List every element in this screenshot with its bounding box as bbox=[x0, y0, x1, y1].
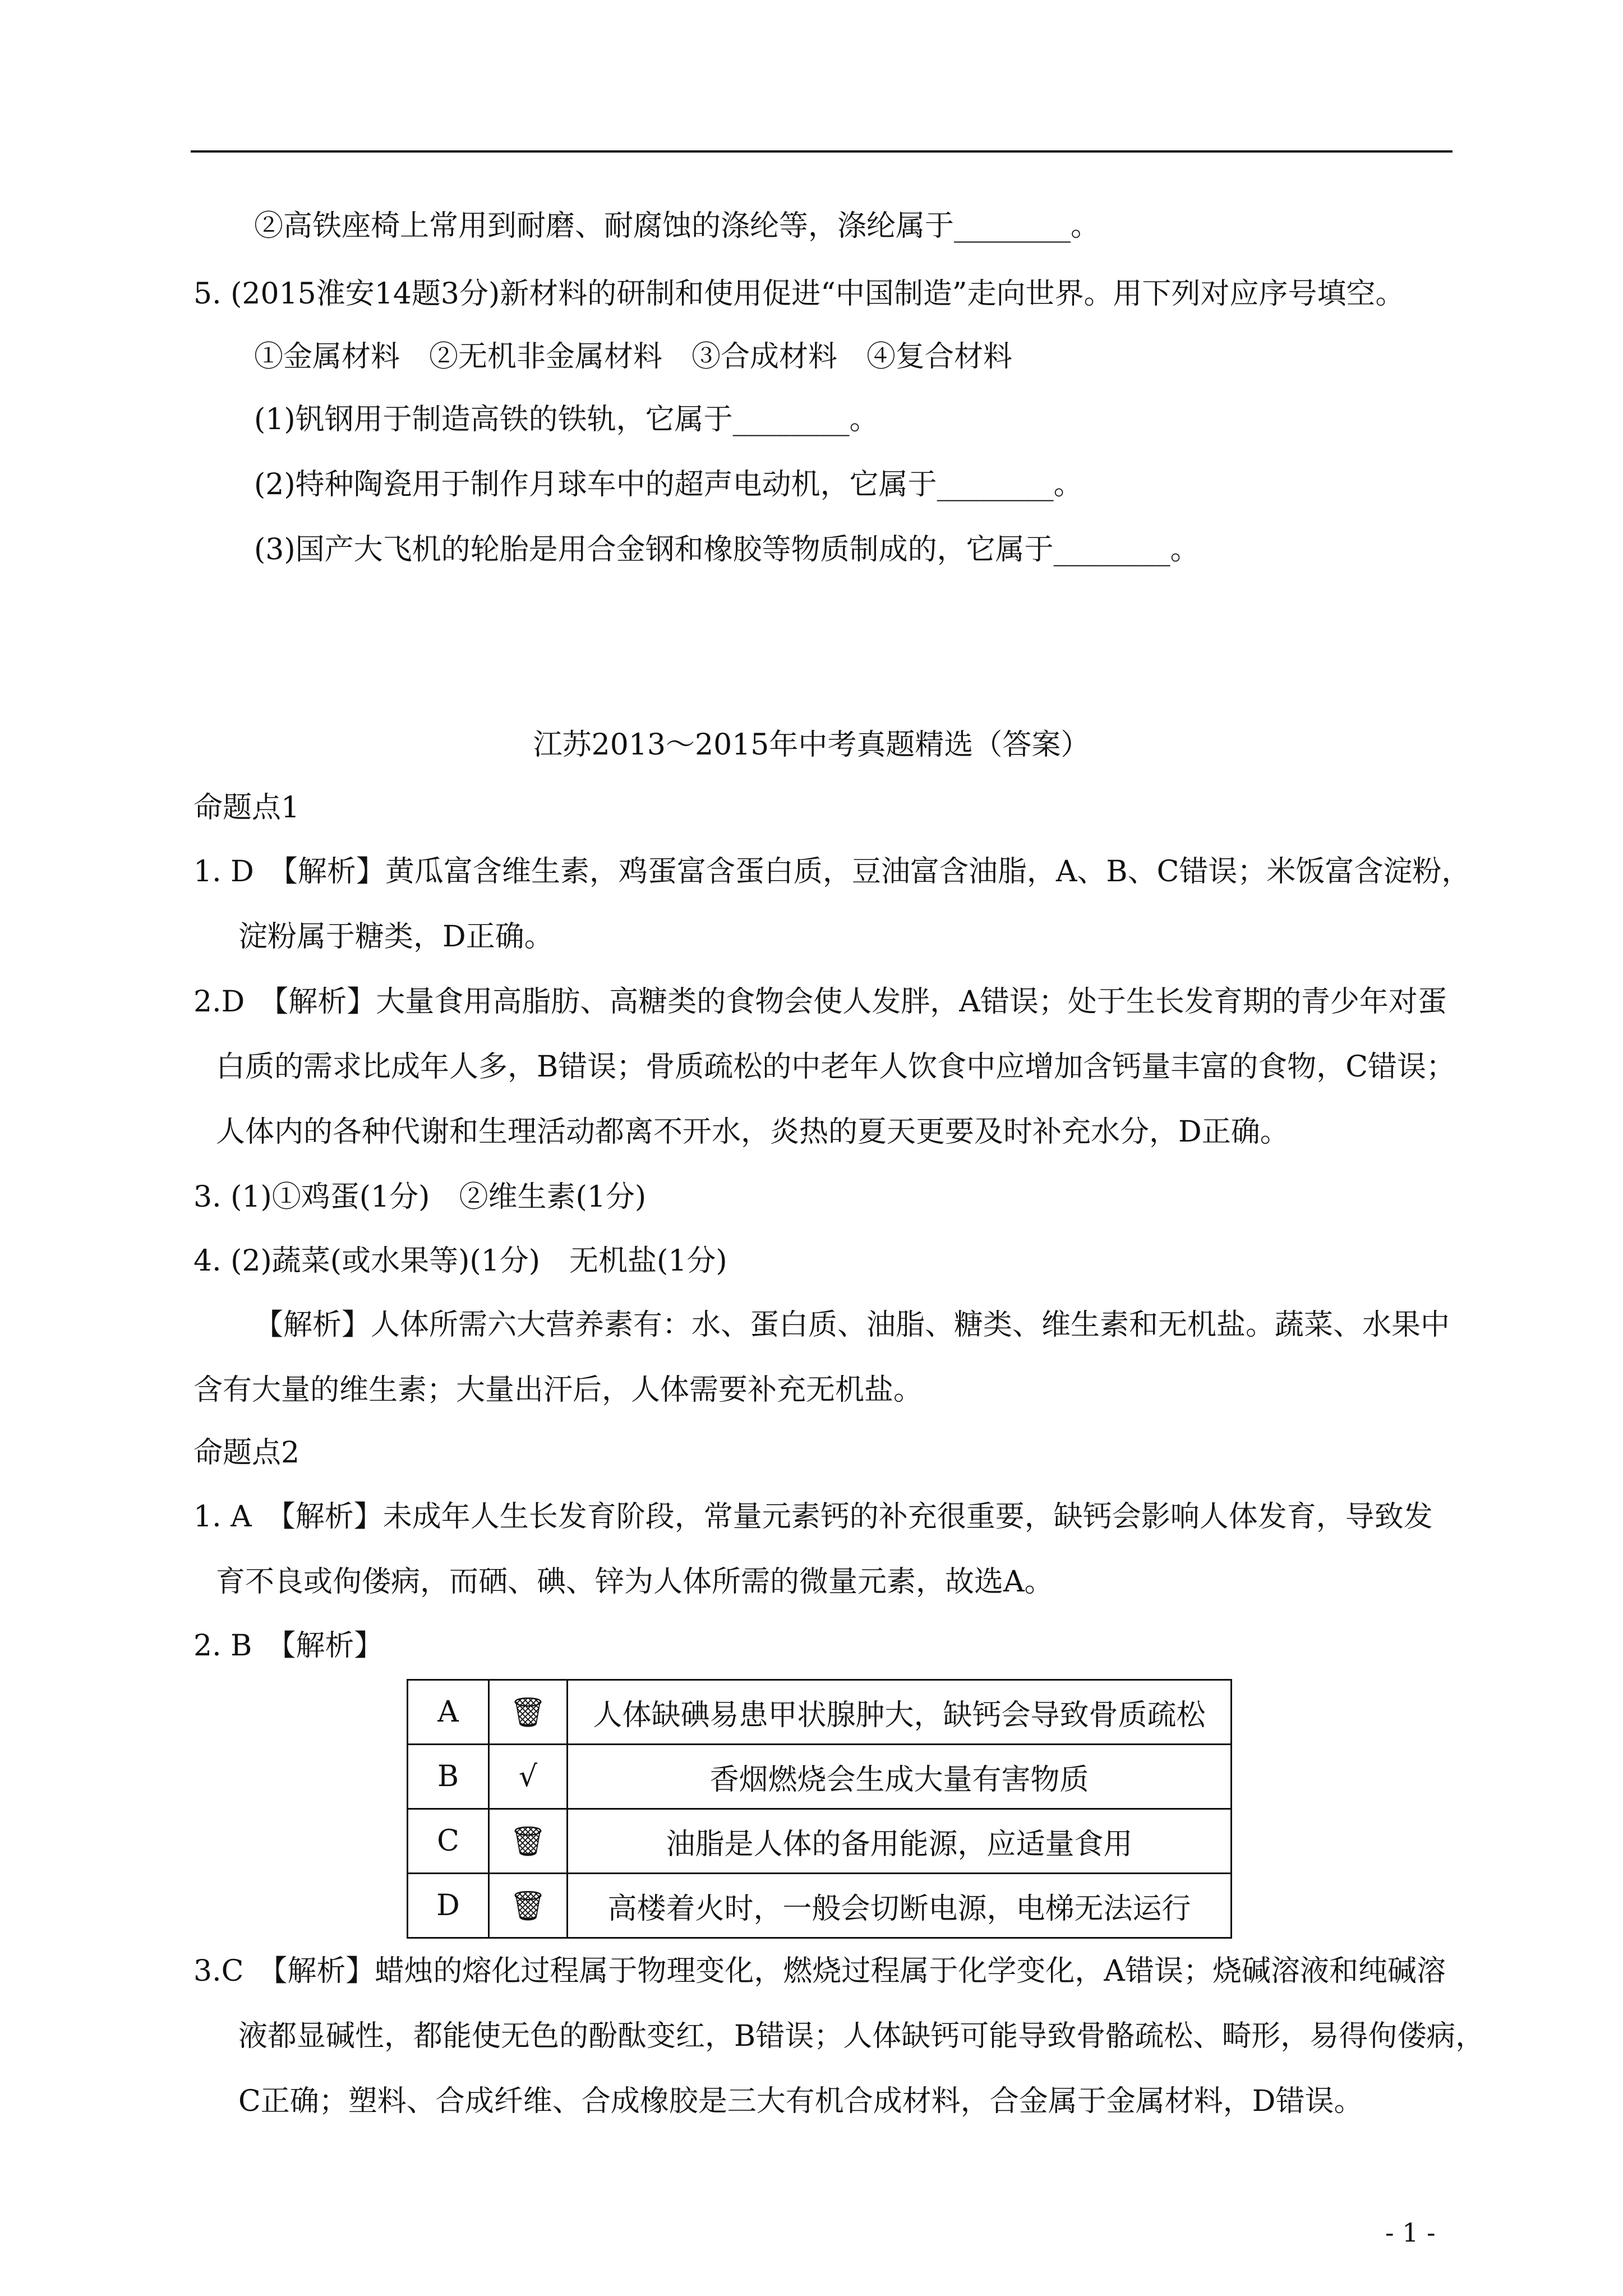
question-4-2: ②高铁座椅上常用到耐磨、耐腐蚀的涤纶等，涤纶属于________。 bbox=[254, 209, 1100, 243]
table-row bbox=[408, 1680, 1232, 1745]
table-row bbox=[408, 1809, 1232, 1874]
answer-1-line-2: 淀粉属于糖类，D正确。 bbox=[238, 920, 554, 954]
answer-b3-line-3: C正确；塑料、合成纤维、合成橡胶是三大有机合成材料，合金属于金属材料，D错误。 bbox=[238, 2085, 1363, 2118]
answer-b3-line-1: 3.C 【解析】蜡烛的熔化过程属于物理变化，燃烧过程属于化学变化，A错误；烧碱溶液和纯碱溶 bbox=[193, 1954, 1446, 1988]
mark-cell: 🗑 bbox=[489, 1809, 568, 1874]
answer-4-explanation-1: 【解析】人体所需六大营养素有：水、蛋白质、油脂、糖类、维生素和无机盐。蔬菜、水果中 bbox=[254, 1308, 1450, 1342]
option-cell: B bbox=[408, 1745, 489, 1809]
answer-2-line-1: 2.D 【解析】大量食用高脂肪、高糖类的食物会使人发胖，A错误；处于生长发育期的青少年对蛋 bbox=[193, 985, 1447, 1019]
question-5: 5. (2015淮安14题3分)新材料的研制和使用促进“中国制造”走向世界。用下列对应序号填空。 bbox=[193, 277, 1405, 311]
answer-2-line-2: 白质的需求比成年人多，B错误；骨质疏松的中老年人饮食中应增加含钙量丰富的食物，C错误； bbox=[216, 1050, 1456, 1084]
page-number: - 1 - bbox=[1385, 2217, 1436, 2248]
question-5-2: (2)特种陶瓷用于制作月球车中的超声电动机，它属于________。 bbox=[254, 468, 1083, 501]
answer-b1-line-2: 育不良或佝偻病，而硒、碘、锌为人体所需的微量元素，故选A。 bbox=[216, 1565, 1054, 1599]
option-cell: D bbox=[408, 1874, 489, 1938]
option-cell: A bbox=[408, 1680, 489, 1745]
answers-title: 江苏2013～2015年中考真题精选（答案） bbox=[533, 728, 1090, 762]
statement-cell: 香烟燃烧会生成大量有害物质 bbox=[568, 1745, 1232, 1809]
answer-table bbox=[407, 1679, 1232, 1939]
option-cell: C bbox=[408, 1809, 489, 1874]
question-5-1: (1)钒钢用于制造高铁的铁轨，它属于________。 bbox=[254, 403, 879, 436]
answer-4-explanation-2: 含有大量的维生素；大量出汗后，人体需要补充无机盐。 bbox=[193, 1373, 923, 1407]
answer-b1-line-1: 1. A 【解析】未成年人生长发育阶段，常量元素钙的补充很重要，缺钙会影响人体发育，导致发 bbox=[193, 1500, 1433, 1534]
proposition-point-1: 命题点1 bbox=[193, 791, 300, 825]
header-rule bbox=[191, 150, 1453, 153]
proposition-point-2: 命题点2 bbox=[193, 1436, 300, 1470]
statement-cell: 人体缺碘易患甲状腺肿大，缺钙会导致骨质疏松 bbox=[568, 1680, 1232, 1745]
mark-cell: √ bbox=[489, 1745, 568, 1809]
question-5-3: (3)国产大飞机的轮胎是用合金钢和橡胶等物质制成的，它属于________。 bbox=[254, 533, 1200, 567]
answer-3: 3. (1)①鸡蛋(1分) ②维生素(1分) bbox=[193, 1180, 647, 1214]
question-5-options: ①金属材料 ②无机非金属材料 ③合成材料 ④复合材料 bbox=[254, 340, 1013, 374]
answer-b2: 2. B 【解析】 bbox=[193, 1629, 384, 1663]
table-row bbox=[408, 1745, 1232, 1809]
statement-cell: 高楼着火时，一般会切断电源，电梯无法运行 bbox=[568, 1874, 1232, 1938]
answer-2-line-3: 人体内的各种代谢和生理活动都离不开水，炎热的夏天更要及时补充水分，D正确。 bbox=[216, 1115, 1289, 1149]
answer-4: 4. (2)蔬菜(或水果等)(1分) 无机盐(1分) bbox=[193, 1244, 727, 1278]
answer-1-line-1: 1. D 【解析】黄瓜富含维生素，鸡蛋富含蛋白质，豆油富含油脂，A、B、C错误；米饭富含淀粉， bbox=[193, 855, 1471, 889]
mark-cell: 🗑 bbox=[489, 1874, 568, 1938]
mark-cell: 🗑 bbox=[489, 1680, 568, 1745]
answer-b3-line-2: 液都显碱性，都能使无色的酚酞变红，B错误；人体缺钙可能导致骨骼疏松、畸形，易得佝偻病， bbox=[238, 2019, 1485, 2053]
table-row bbox=[408, 1874, 1232, 1938]
statement-cell: 油脂是人体的备用能源，应适量食用 bbox=[568, 1809, 1232, 1874]
